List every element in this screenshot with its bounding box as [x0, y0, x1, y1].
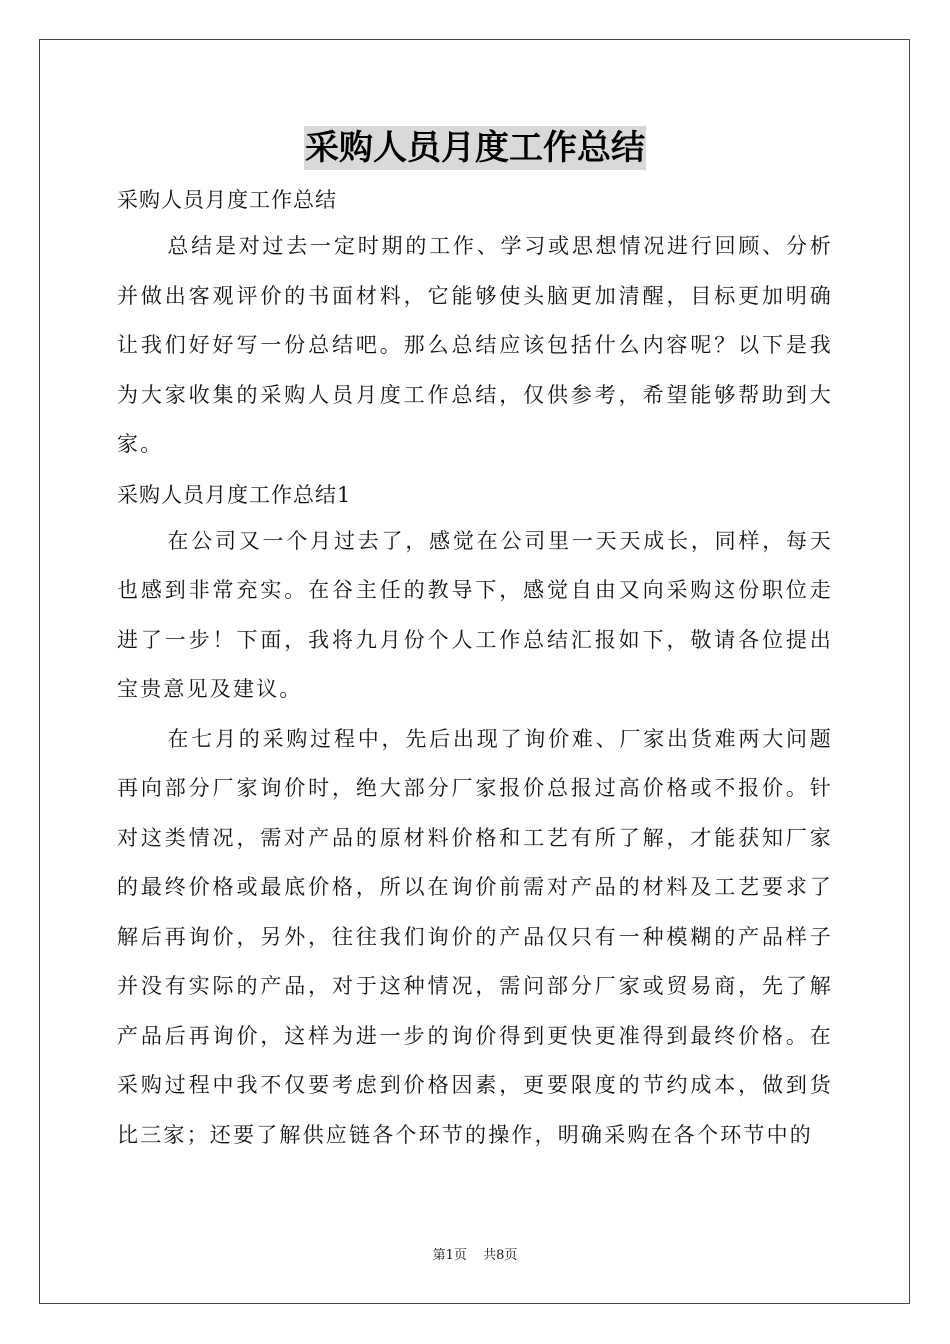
page-total: 共8页 [483, 1248, 518, 1263]
document-body [117, 178, 833, 1160]
page-footer [0, 1246, 950, 1266]
paragraph-intro: 总结是对过去一定时期的工作、学习或思想情况进行回顾、分析并做出客观评价的书面材料，它能够使头脑更加清醒，目标更加明确让我们好好写一份总结吧。那么总结应该包括什么内容呢？以下是我为大家收集的采购人员月度工作总结，仅供参考，希望能够帮助到大家。 [117, 234, 833, 456]
document-title-wrap [0, 126, 950, 170]
paragraph-2: 在七月的采购过程中，先后出现了询价难、厂家出货难两大问题再向部分厂家询价时，绝大部分厂家报价总报过高价格或不报价。针对这类情况，需对产品的原材料价格和工艺有所了解，才能获知厂家的最终价格或最底价格，所以在询价前需对产品的材料及工艺要求了解后再询价，另外，往往我们询价的产品仅只有一种模糊的产品样子并没有实际的产品，对于这种情况，需问部分厂家或贸易商，先了解产品后再询价，这样为进一步的询价得到更快更准得到最终价格。在采购过程中我不仅要考虑到价格因素，更要限度的节约成本，做到货比三家；还要了解供应链各个环节的操作，明确采购在各个环节中的 [117, 726, 833, 1147]
page-number: 第1页 [432, 1248, 467, 1263]
section-heading-1: 采购人员月度工作总结1 [117, 482, 352, 507]
document-title: 采购人员月度工作总结 [305, 128, 645, 168]
paragraph-1: 在公司又一个月过去了，感觉在公司里一天天成长，同样，每天也感到非常充实。在谷主任的教导下，感觉自由又向采购这份职位走进了一步！下面，我将九月份个人工作总结汇报如下，敬请各位提出宝贵意见及建议。 [117, 528, 833, 701]
section-heading-intro: 采购人员月度工作总结 [117, 188, 337, 212]
